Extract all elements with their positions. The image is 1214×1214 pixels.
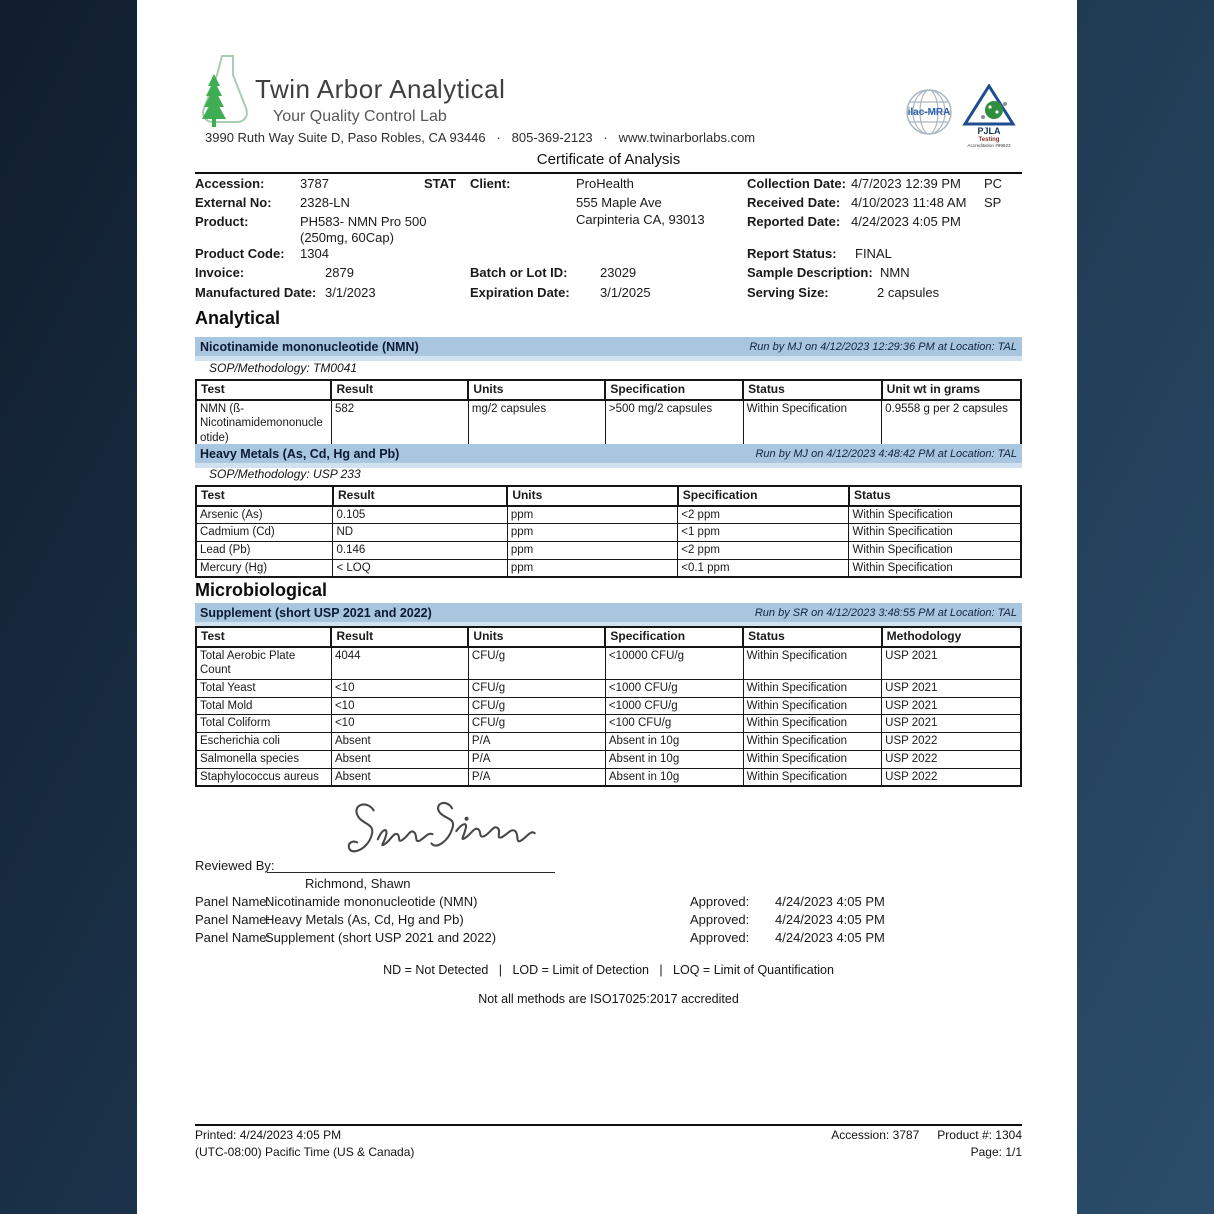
lab-address: 3990 Ruth Way Suite D, Paso Robles, CA 93446 · 805-369-2123 · www.twinarborlabs.com [205, 130, 756, 145]
footer-accession-product [831, 1128, 1022, 1142]
table-cell: Within Specification [743, 715, 882, 733]
brand-tagline: Your Quality Control Lab [273, 108, 447, 125]
table-row [196, 768, 1021, 786]
page-title: Certificate of Analysis [536, 151, 681, 168]
table-cell: <1000 CFU/g [605, 680, 743, 698]
table-cell: Absent [331, 733, 468, 751]
table-cell: Within Specification [743, 647, 882, 680]
table-cell: P/A [468, 768, 605, 786]
sample-description-label: Sample Description: [747, 265, 873, 280]
report-status-label: Report Status: [747, 246, 837, 261]
table-cell: <2 ppm [678, 506, 849, 524]
received-initials: SP [984, 195, 1002, 210]
table-cell: Lead (Pb) [196, 542, 333, 560]
table-cell: Within Specification [849, 524, 1021, 542]
table-cell: Within Specification [743, 768, 882, 786]
invoice-value: 2879 [325, 265, 354, 280]
expiration-date-label: Expiration Date: [470, 285, 570, 300]
svg-text:ilac-MRA: ilac-MRA [907, 107, 951, 118]
table-row [196, 559, 1021, 577]
approved-label: Approved: [690, 912, 750, 927]
panel-run-by: Run by MJ on 4/12/2023 4:48:42 PM at Location: TAL [755, 447, 1017, 460]
abbreviation-legend: ND = Not Detected | LOD = Limit of Detection | LOQ = Limit of Quantification [383, 963, 834, 977]
table-cell: USP 2022 [882, 750, 1021, 768]
table-cell: Total Mold [196, 697, 331, 715]
table-cell: <1000 CFU/g [605, 697, 743, 715]
table-cell: Absent in 10g [605, 733, 743, 751]
collection-date-value: 4/7/2023 12:39 PM [851, 176, 961, 191]
column-header: Status [849, 486, 1021, 506]
panel-banner-heavy-metals [195, 444, 1022, 463]
table-row [196, 542, 1021, 560]
table-row [196, 733, 1021, 751]
panel-run-by: Run by MJ on 4/12/2023 12:29:36 PM at Location: TAL [749, 340, 1017, 353]
table-cell: 582 [331, 400, 468, 448]
expiration-date-value: 3/1/2025 [600, 285, 651, 300]
reviewer-name: Richmond, Shawn [305, 876, 411, 891]
product-code-label: Product Code: [195, 246, 285, 261]
panel-name-value: Nicotinamide mononucleotide (NMN) [265, 894, 478, 909]
column-header: Status [743, 627, 882, 647]
serving-size-label: Serving Size: [747, 285, 829, 300]
external-no-value: 2328-LN [300, 195, 350, 210]
header-divider [195, 172, 1022, 174]
table-cell: Absent [331, 768, 468, 786]
footer-accession: Accession: 3787 [831, 1128, 920, 1142]
table-cell: CFU/g [468, 647, 605, 680]
results-table-heavy-metals [195, 485, 1022, 578]
table-header-row [196, 486, 1021, 506]
table-cell: Within Specification [849, 559, 1021, 577]
column-header: Specification [605, 627, 743, 647]
external-no-label: External No: [195, 195, 272, 210]
column-header: Specification [605, 380, 743, 400]
serving-size-value: 2 capsules [877, 285, 940, 300]
sop-methodology-heavy-metals: SOP/Methodology: USP 233 [209, 467, 361, 481]
ilac-mra-logo-icon [905, 88, 953, 136]
panel-banner-supplement [195, 603, 1022, 622]
table-cell: Within Specification [743, 750, 882, 768]
printed-timestamp: Printed: 4/24/2023 4:05 PM [195, 1128, 342, 1142]
table-cell: Total Yeast [196, 680, 331, 698]
table-cell: USP 2021 [882, 680, 1021, 698]
results-table-supplement [195, 626, 1022, 787]
panel-banner-title: Nicotinamide mononucleotide (NMN) [200, 339, 419, 354]
table-cell: Escherichia coli [196, 733, 331, 751]
panel-name-label: Panel Name: [195, 912, 271, 927]
received-date-value: 4/10/2023 11:48 AM [851, 195, 967, 210]
table-cell: >500 mg/2 capsules [605, 400, 743, 448]
column-header: Result [331, 627, 468, 647]
table-cell: 0.9558 g per 2 capsules [882, 400, 1021, 448]
table-row [196, 697, 1021, 715]
table-cell: <1 ppm [678, 524, 849, 542]
svg-text:Accreditation #99923: Accreditation #99923 [967, 143, 1011, 148]
table-cell: P/A [468, 733, 605, 751]
table-cell: <10000 CFU/g [605, 647, 743, 680]
table-cell: <10 [331, 680, 468, 698]
column-header: Test [196, 627, 331, 647]
table-cell: <10 [331, 697, 468, 715]
table-cell: USP 2022 [882, 733, 1021, 751]
table-cell: USP 2022 [882, 768, 1021, 786]
batch-value: 23029 [600, 265, 637, 280]
table-header-row [196, 627, 1021, 647]
table-cell: 0.146 [333, 542, 507, 560]
section-heading-microbiological: Microbiological [195, 580, 328, 600]
footer-divider [195, 1124, 1022, 1126]
manufactured-date-label: Manufactured Date: [195, 285, 317, 300]
collection-date-label: Collection Date: [747, 176, 846, 191]
timezone-note: (UTC-08:00) Pacific Time (US & Canada) [195, 1145, 415, 1159]
table-cell: 0.105 [333, 506, 507, 524]
table-cell: mg/2 capsules [468, 400, 605, 448]
column-header: Units [507, 486, 677, 506]
sample-description-value: NMN [880, 265, 910, 280]
footer-page-number: Page: 1/1 [970, 1145, 1022, 1159]
panel-banner-title: Supplement (short USP 2021 and 2022) [200, 605, 432, 620]
table-cell: CFU/g [468, 680, 605, 698]
table-row [196, 400, 1021, 448]
accession-value: 3787 [300, 176, 329, 191]
client-address-line1: 555 Maple Ave [576, 195, 662, 210]
table-cell: Arsenic (As) [196, 506, 333, 524]
column-header: Result [333, 486, 507, 506]
section-heading-analytical: Analytical [195, 308, 281, 328]
panel-name-value: Supplement (short USP 2021 and 2022) [265, 930, 497, 945]
table-cell: ppm [507, 524, 677, 542]
table-cell: Total Aerobic Plate Count [196, 647, 331, 680]
table-cell: <10 [331, 715, 468, 733]
table-cell: Absent in 10g [605, 750, 743, 768]
table-row [196, 506, 1021, 524]
svg-text:Testing: Testing [978, 137, 1000, 143]
column-header: Result [331, 380, 468, 400]
svg-text:PJLA: PJLA [977, 126, 1001, 136]
column-header: Methodology [882, 627, 1021, 647]
table-row [196, 524, 1021, 542]
approved-date: 4/24/2023 4:05 PM [775, 930, 885, 945]
table-cell: <2 ppm [678, 542, 849, 560]
column-header: Status [743, 380, 882, 400]
table-row [196, 750, 1021, 768]
table-cell: ND [333, 524, 507, 542]
panel-banner-nmn [195, 337, 1022, 356]
table-row [196, 680, 1021, 698]
column-header: Units [468, 380, 605, 400]
panel-banner-title: Heavy Metals (As, Cd, Hg and Pb) [200, 446, 400, 461]
table-cell: CFU/g [468, 715, 605, 733]
signature-line [267, 872, 555, 873]
reported-date-value: 4/24/2023 4:05 PM [851, 214, 961, 229]
results-table-nmn [195, 379, 1022, 449]
table-cell: Mercury (Hg) [196, 559, 333, 577]
table-cell: Total Coliform [196, 715, 331, 733]
table-cell: USP 2021 [882, 715, 1021, 733]
reviewed-by-label: Reviewed By: [195, 858, 275, 873]
accession-label: Accession: [195, 176, 265, 191]
client-name: ProHealth [576, 176, 634, 191]
twin-arbor-logo-icon [197, 52, 255, 132]
table-cell: Within Specification [743, 697, 882, 715]
table-cell: Salmonella species [196, 750, 331, 768]
received-date-label: Received Date: [747, 195, 841, 210]
column-header: Test [196, 380, 331, 400]
brand-name: Twin Arbor Analytical [255, 74, 506, 104]
approved-label: Approved: [690, 930, 750, 945]
client-label: Client: [470, 176, 511, 191]
table-cell: USP 2021 [882, 647, 1021, 680]
table-header-row [196, 380, 1021, 400]
table-cell: Absent [331, 750, 468, 768]
table-cell: Staphylococcus aureus [196, 768, 331, 786]
column-header: Units [468, 627, 605, 647]
table-row [196, 715, 1021, 733]
accreditation-note: Not all methods are ISO17025:2017 accredited [478, 992, 739, 1006]
reported-date-label: Reported Date: [747, 214, 841, 229]
approved-date: 4/24/2023 4:05 PM [775, 894, 885, 909]
panel-run-by: Run by SR on 4/12/2023 3:48:55 PM at Location: TAL [754, 606, 1017, 619]
batch-label: Batch or Lot ID: [470, 265, 568, 280]
document-content [195, 0, 1022, 1214]
table-cell: ppm [507, 542, 677, 560]
manufactured-date-value: 3/1/2023 [325, 285, 376, 300]
product-value: PH583- NMN Pro 500 (250mg, 60Cap) [300, 214, 427, 245]
column-header: Unit wt in grams [882, 380, 1021, 400]
stat-flag: STAT [424, 176, 457, 191]
table-cell: Absent in 10g [605, 768, 743, 786]
table-cell: Within Specification [849, 506, 1021, 524]
panel-name-value: Heavy Metals (As, Cd, Hg and Pb) [265, 912, 464, 927]
footer-product-no: Product #: 1304 [937, 1128, 1022, 1142]
table-row [196, 647, 1021, 680]
table-cell: NMN (ß-Nicotinamidemononucleotide) [196, 400, 331, 448]
panel-name-label: Panel Name: [195, 930, 271, 945]
table-cell: USP 2021 [882, 697, 1021, 715]
client-address-line2: Carpinteria CA, 93013 [576, 212, 705, 227]
product-code-value: 1304 [300, 246, 329, 261]
table-cell: Within Specification [743, 733, 882, 751]
table-cell: Within Specification [849, 542, 1021, 560]
table-cell: 4044 [331, 647, 468, 680]
product-label: Product: [195, 214, 249, 229]
table-cell: ppm [507, 506, 677, 524]
column-header: Test [196, 486, 333, 506]
document-page [137, 0, 1077, 1214]
column-header: Specification [678, 486, 849, 506]
table-cell: Within Specification [743, 400, 882, 448]
table-cell: CFU/g [468, 697, 605, 715]
table-cell: <0.1 ppm [678, 559, 849, 577]
table-cell: <100 CFU/g [605, 715, 743, 733]
sop-methodology-nmn: SOP/Methodology: TM0041 [209, 361, 358, 375]
collection-initials: PC [984, 176, 1003, 191]
report-status-value: FINAL [855, 246, 892, 261]
table-cell: Cadmium (Cd) [196, 524, 333, 542]
pjla-logo-icon [961, 84, 1017, 148]
approved-date: 4/24/2023 4:05 PM [775, 912, 885, 927]
invoice-label: Invoice: [195, 265, 245, 280]
table-cell: < LOQ [333, 559, 507, 577]
approved-label: Approved: [690, 894, 750, 909]
table-cell: ppm [507, 559, 677, 577]
table-cell: Within Specification [743, 680, 882, 698]
reviewer-signature [343, 796, 553, 860]
panel-name-label: Panel Name: [195, 894, 271, 909]
table-cell: P/A [468, 750, 605, 768]
